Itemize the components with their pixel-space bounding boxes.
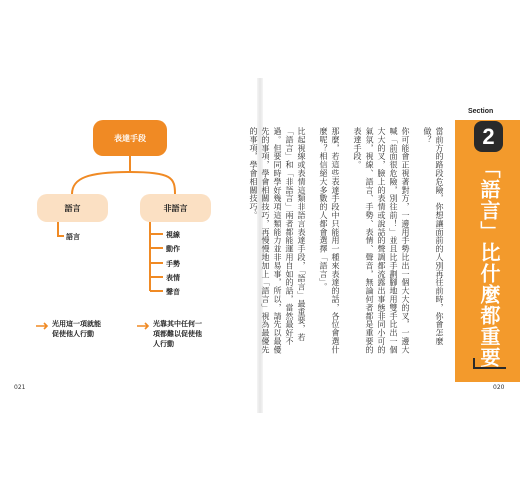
- diagram-nonverbal-item-expression: 表情: [166, 274, 180, 282]
- diagram-nonverbal-note: [153, 319, 202, 349]
- diagram-nonverbal-item-gesture: 手勢: [166, 260, 180, 268]
- diagram-nonverbal-node: [140, 194, 211, 222]
- note-line: 項都難以促使他: [153, 330, 202, 338]
- diagram-nonverbal-item-action: 動作: [166, 245, 180, 253]
- body-paragraph: 當前方的路段危險，你想讓面前的人別再往前時，你會怎麼做？: [423, 127, 444, 346]
- section-label: Section: [468, 108, 494, 115]
- diagram-nonverbal-item-voice: 聲音: [166, 288, 180, 296]
- body-paragraph: 你可能會正視著對方，一邊用手勢比出一個大大的叉，一邊大喊「前面很危險，別往前！」並且比手劃腳地用雙手比出一個大大的叉，臉上的表情或說話的聲調都流露出事態非同小可的氣氛，視線、語言、手勢、表情、聲音，無論何者都是重要的表達手段。: [353, 127, 410, 354]
- arrow-right-icon: [36, 322, 50, 330]
- diagram-verbal-label: 語言: [64, 203, 81, 213]
- body-paragraph: 比起視線或表情這類非語言表達手段，「語言」最重要，若「語言」和「非語言」兩者都能運用自如的話，當然最好不過。但要同時學好幾項這類能力並非易事，所以，請先以最優先的事項，學會相關技巧，再慢慢地加上「語言」視為最優先的事項，學會相關技巧。: [249, 127, 306, 354]
- note-line: 光靠其中任何一: [153, 320, 202, 328]
- diagram-nonverbal-label: 非語言: [163, 203, 188, 213]
- diagram-verbal-note: [52, 319, 101, 339]
- diagram-root-node: [93, 120, 167, 156]
- diagram-nonverbal-item-gaze: 視線: [166, 231, 180, 239]
- section-title: 「語言」比什麼都重要: [477, 158, 501, 368]
- diagram-verbal-item: 語言: [66, 233, 80, 241]
- diagram-root-label: 表達手段: [114, 133, 146, 143]
- page-number-right: 020: [493, 384, 505, 391]
- body-paragraph: 那麼，若這些表達手段中只能用一種來表達的話，各位會選什麼呢？相信絕大多數的人都會選擇「語言」。: [319, 127, 340, 354]
- note-line: 人行動: [153, 340, 174, 348]
- page-number-left: 021: [14, 384, 26, 391]
- section-number-badge: 2: [474, 121, 503, 152]
- diagram-verbal-node: [37, 194, 108, 222]
- title-bracket-ornament: [470, 356, 510, 372]
- arrow-right-icon: [137, 322, 151, 330]
- note-line: 光用這一項就能: [52, 320, 101, 328]
- note-line: 促使他人行動: [52, 330, 94, 338]
- body-text: [249, 127, 445, 357]
